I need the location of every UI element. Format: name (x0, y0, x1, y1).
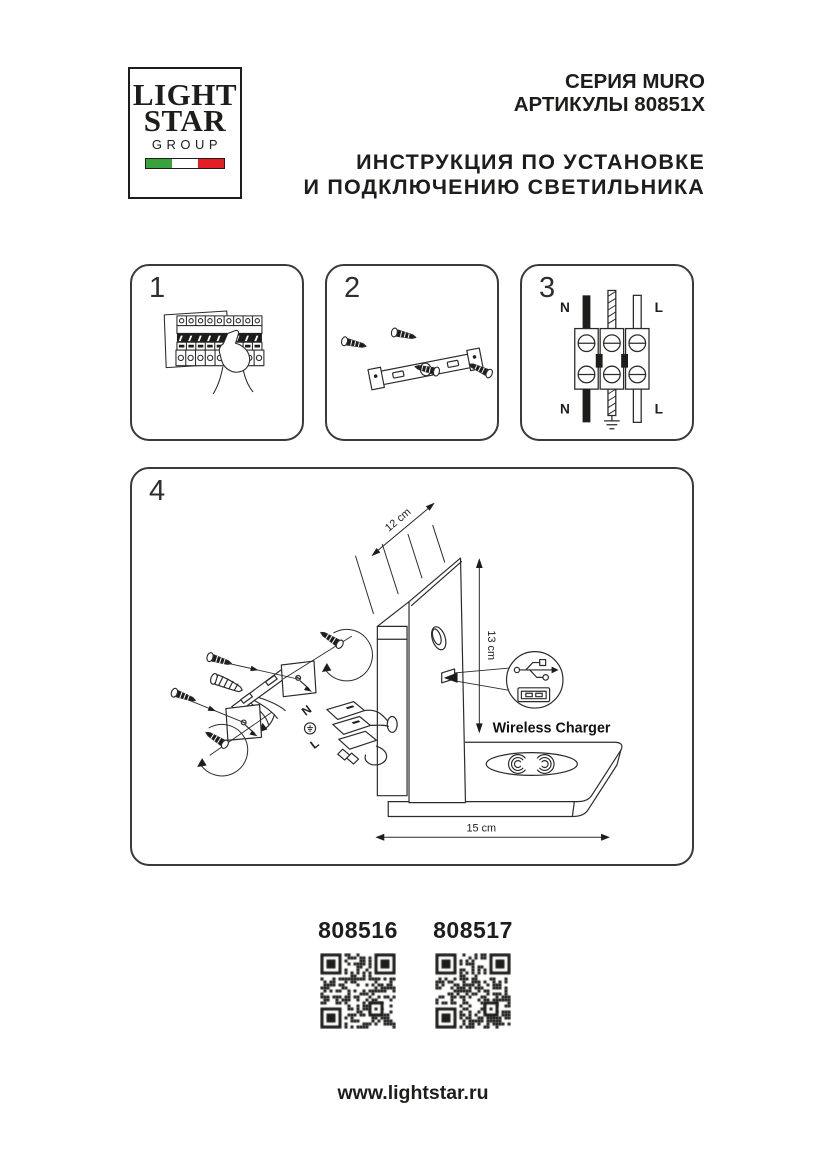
label-n-bottom: N (560, 401, 570, 417)
qr-code (435, 953, 511, 1029)
screw-icon (206, 652, 233, 668)
lightstar-logo (128, 67, 242, 199)
flag-white (172, 159, 198, 168)
screw-icon (341, 336, 367, 350)
logo-word-light: LIGHT (132, 77, 238, 112)
articles-title: АРТИКУЛЫ 80851X (513, 93, 705, 116)
cable-hole (387, 716, 397, 732)
step1-number: 1 (149, 272, 166, 304)
qr-code (320, 953, 396, 1029)
step2-number: 2 (344, 272, 361, 304)
screw-icon (391, 327, 417, 341)
step4-box (130, 467, 694, 866)
screw-icon (204, 729, 230, 750)
instruction-title-line1: ИНСТРУКЦИЯ ПО УСТАНОВКЕ (356, 150, 705, 174)
wall-anchor-icon (209, 673, 244, 693)
logo-word-group: GROUP (151, 137, 223, 152)
dim-13cm-label: 13 cm (485, 630, 498, 661)
step3-box (520, 264, 694, 441)
flag-green (146, 159, 172, 168)
wall-plate-strip (377, 602, 409, 796)
instruction-title-line2: И ПОДКЛЮЧЕНИЮ СВЕТИЛЬНИКА (303, 175, 705, 199)
product-808517 (428, 917, 518, 1029)
instruction-title (304, 150, 705, 200)
lamp-assembly-figure (132, 469, 692, 864)
step2-box (325, 264, 499, 441)
flag-red (198, 159, 224, 168)
logo-word-star: STAR (143, 103, 227, 138)
wireless-pad-icon (486, 753, 577, 776)
earth-symbol-icon (304, 723, 315, 734)
dim-12cm-label: 12 cm (382, 506, 414, 535)
step1-box (130, 264, 304, 441)
label-n-top: N (560, 299, 570, 315)
website-url: www.lightstar.ru (337, 1082, 489, 1104)
article-number: 808517 (433, 917, 513, 943)
step3-number: 3 (539, 272, 556, 304)
usb-inset (507, 652, 563, 708)
screw-icon (318, 629, 344, 650)
step4-number: 4 (149, 475, 166, 507)
label-l-top: L (654, 299, 663, 315)
article-number: 808516 (318, 917, 398, 943)
label-l-bottom: L (654, 401, 663, 417)
wire-n-label: N (298, 702, 315, 719)
header (304, 70, 705, 200)
italian-flag (145, 158, 225, 169)
ground-symbol-icon (604, 416, 620, 429)
dim-15cm-label: 15 cm (466, 822, 497, 835)
product-808516 (313, 917, 403, 1029)
series-title: СЕРИЯ MURO (565, 70, 705, 93)
wireless-charger-label: Wireless Charger (492, 720, 611, 737)
wire-l-label: L (307, 736, 322, 752)
